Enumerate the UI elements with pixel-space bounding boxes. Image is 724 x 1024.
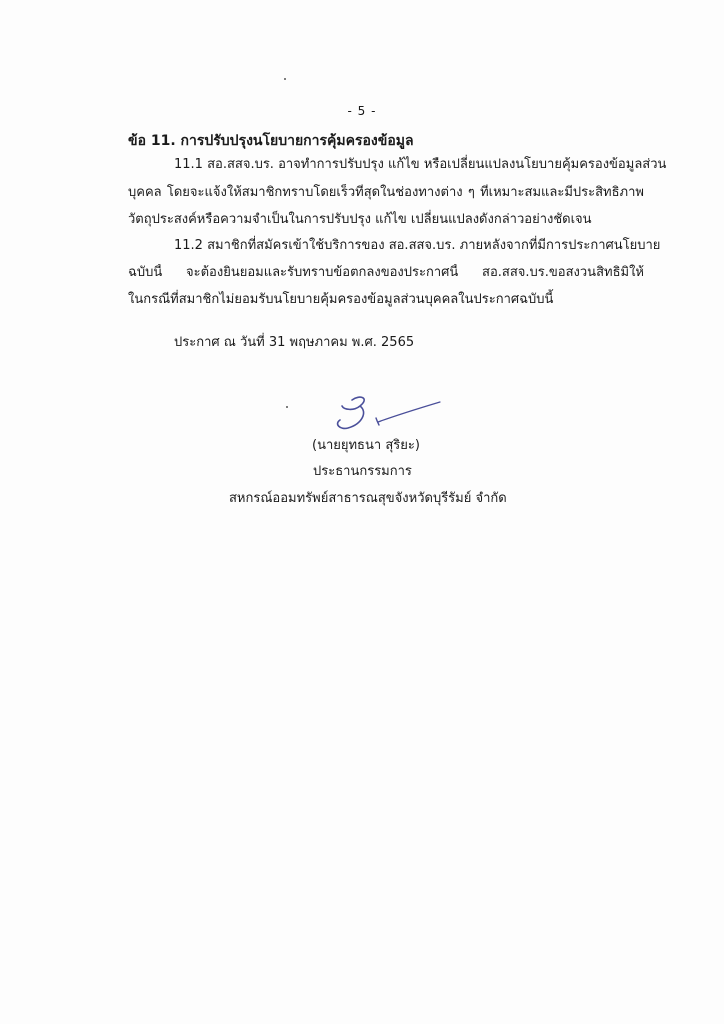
paragraph-2-line-2: ฉบับนี้ จะต้องยินยอมและรับทราบข้อตกลงของประกาศนี้ สอ.สสจ.บร.ขอสงวนสิทธิมิให้ — [128, 265, 644, 280]
scan-speck — [284, 78, 286, 80]
signatory-title: ประธานกรรมการ — [313, 464, 412, 479]
page-number: - 5 - — [347, 104, 377, 118]
paragraph-2-line-1: 11.2 สมาชิกที่สมัครเข้าใช้บริการของ สอ.สสจ.บร. ภายหลังจากที่มีการประกาศนโยบาย — [174, 238, 661, 253]
paragraph-1-line-1: 11.1 สอ.สสจ.บร. อาจทำการปรับปรุง แก้ไข หรือเปลี่ยนแปลงนโยบายคุ้มครองข้อมูลส่วน — [174, 157, 667, 172]
signature-icon — [330, 394, 445, 438]
announcement-date: ประกาศ ณ วันที่ 31 พฤษภาคม พ.ศ. 2565 — [174, 335, 415, 350]
section-heading: ข้อ 11. การปรับปรุงนโยบายการคุ้มครองข้อมูล — [128, 133, 414, 149]
paragraph-1-line-3: วัตถุประสงค์หรือความจำเป็นในการปรับปรุง แก้ไข เปลี่ยนแปลงดังกล่าวอย่างชัดเจน — [128, 212, 592, 227]
signatory-name: (นายยุทธนา สุริยะ) — [312, 438, 420, 453]
paragraph-1-line-2: บุคคล โดยจะแจ้งให้สมาชิกทราบโดยเร็วที่สุดในช่องทางต่าง ๆ ที่เหมาะสมและมีประสิทธิภาพ — [128, 185, 644, 200]
paragraph-2-line-3: ในกรณีที่สมาชิกไม่ยอมรับนโยบายคุ้มครองข้อมูลส่วนบุคคลในประกาศฉบับนี้ — [128, 292, 554, 307]
scan-speck — [286, 406, 288, 408]
signatory-organization: สหกรณ์ออมทรัพย์สาธารณสุขจังหวัดบุรีรัมย์ จำกัด — [229, 491, 507, 506]
